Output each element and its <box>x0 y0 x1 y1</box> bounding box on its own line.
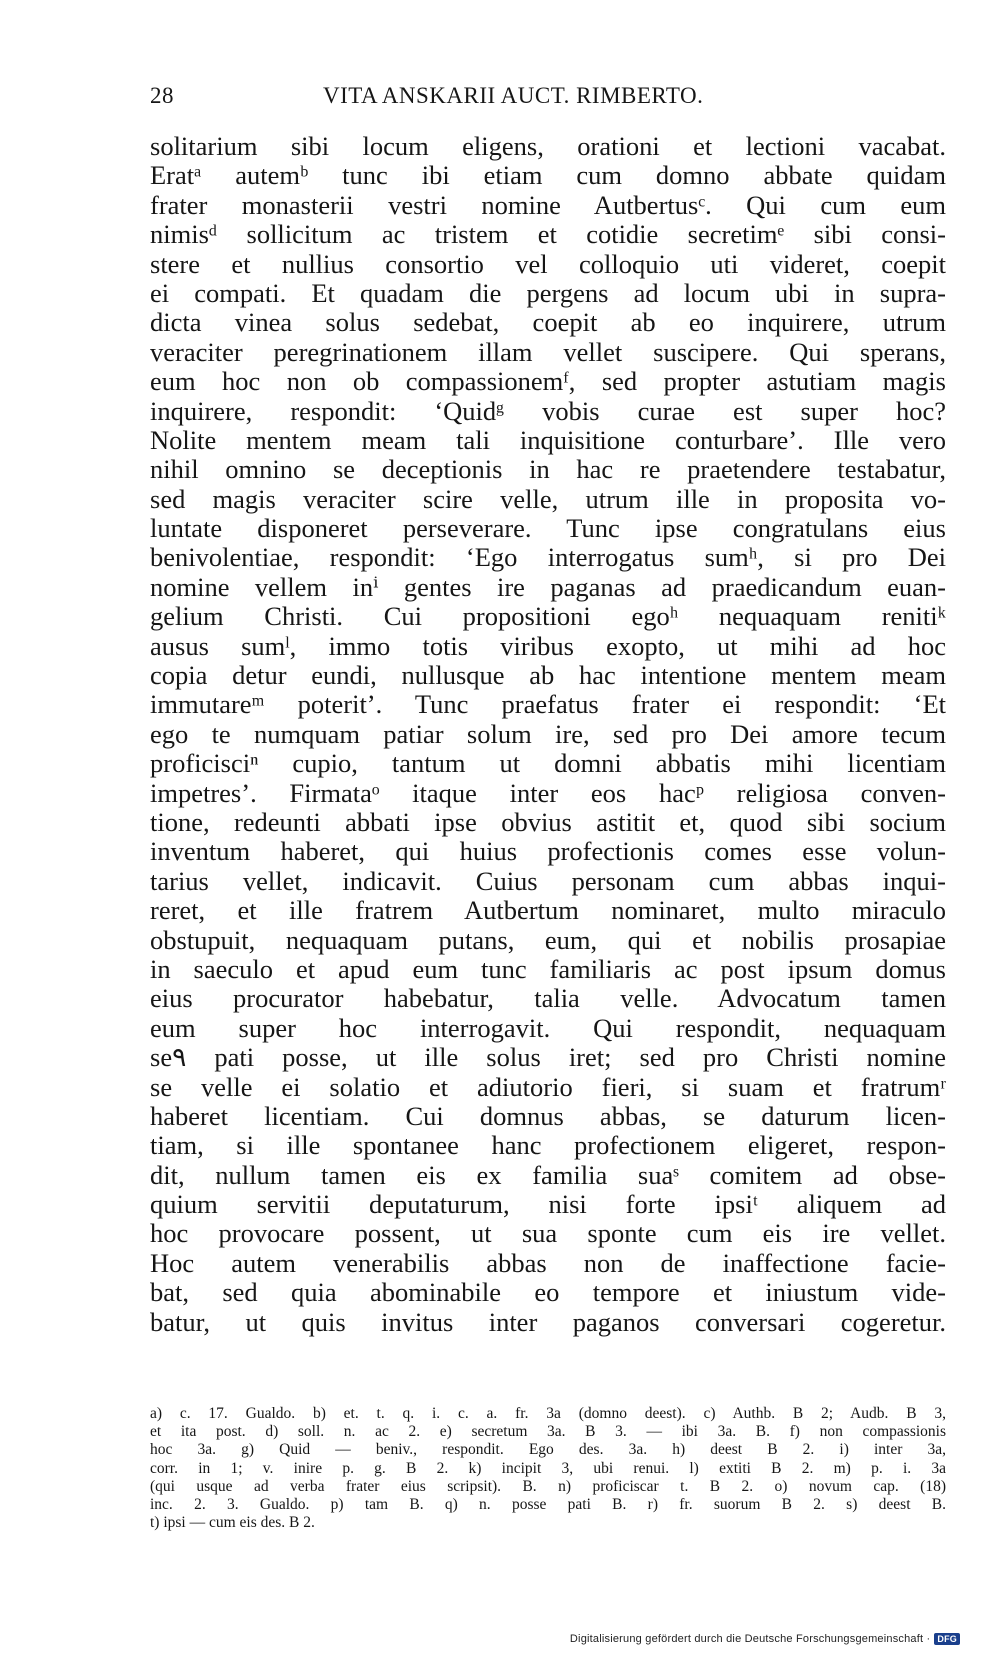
text-line: ei compati. Et quadam die pergens ad locum ubi in supra- <box>150 277 946 308</box>
footnote-line: et ita post. d) soll. n. ac 2. e) secretum 3a. B 3. — ibi 3a. B. f) non compassionis <box>150 1423 946 1441</box>
text-line: tione, redeunti abbati ipse obvius astitit et, quod sibi socium <box>150 806 946 837</box>
text-line: bat, sed quia abominabile eo tempore et iniustum vide- <box>150 1277 946 1308</box>
footnote-line: corr. in 1; v. inire p. g. B 2. k) incipit 3, ubi renui. l) extiti B 2. m) p. i. 3a <box>150 1459 946 1477</box>
dfg-logo-icon: DFG <box>934 1633 960 1645</box>
text-line: Eratᵃ autemᵇ tunc ibi etiam cum domno abbate quidam <box>150 160 946 191</box>
text-line: luntate disponeret perseverare. Tunc ipse congratulans eius <box>150 513 946 544</box>
text-line: se velle ei solatio et adiutorio fieri, si suam et fratrumʳ <box>150 1071 946 1102</box>
text-line: inquirere, respondit: ‘Quidᵍ vobis curae est super hoc? <box>150 395 946 426</box>
footnote-line: t) ipsi — cum eis des. B 2. <box>150 1514 315 1532</box>
text-line: ego te numquam patiar solum ire, sed pro Dei amore tecum <box>150 718 946 749</box>
text-line: stere et nullius consortio vel colloquio uti videret, coepit <box>150 248 946 279</box>
footnote-line: inc. 2. 3. Gualdo. p) tam B. q) n. posse pati B. r) fr. suorum B 2. s) deest B. <box>150 1495 946 1513</box>
text-line: eum hoc non ob compassionemᶠ, sed propter astutiam magis <box>150 366 946 397</box>
footnotes-block <box>150 1405 946 1532</box>
credit-text: Digitalisierung gefördert durch die Deutsche Forschungsgemeinschaft · <box>569 1633 931 1645</box>
page-number: 28 <box>150 83 174 108</box>
text-line: nimisᵈ sollicitum ac tristem et cotidie secretimᵉ sibi consi- <box>150 219 946 250</box>
footnote-line: (qui usque ad verba frater eius scripsit). B. n) proficiscar t. B 2. o) novum cap. (18) <box>150 1477 946 1495</box>
text-line: benivolentiae, respondit: ‘Ego interrogatus sumʰ, si pro Dei <box>150 542 946 573</box>
text-line: nihil omnino se deceptionis in hac re praetendere testabatur, <box>150 454 946 485</box>
text-line: in saeculo et apud eum tunc familiaris ac post ipsum domus <box>150 953 946 984</box>
text-line: gelium Christi. Cui propositioni egoʰ nequaquam renitiᵏ <box>150 601 946 632</box>
text-line: immutareᵐ poterit’. Tunc praefatus frater ei respondit: ‘Et <box>150 689 946 720</box>
text-line: Hoc autem venerabilis abbas non de inaffectione facie- <box>150 1247 946 1278</box>
text-line: reret, et ille fratrem Autbertum nominaret, multo miraculo <box>150 895 946 926</box>
running-title: VITA ANSKARII AUCT. RIMBERTO. <box>323 83 704 108</box>
text-line: batur, ut quis invitus inter paganos conversari cogeretur. <box>150 1306 946 1337</box>
text-line: Nolite mentem meam tali inquisitione conturbare’. Ille vero <box>150 424 946 455</box>
text-line: proficisciⁿ cupio, tantum ut domni abbatis mihi licentiam <box>150 748 946 779</box>
text-line: tarius vellet, indicavit. Cuius personam cum abbas inqui- <box>150 865 946 896</box>
text-line: nomine vellem inⁱ gentes ire paganas ad praedicandum euan- <box>150 571 946 602</box>
text-line: dit, nullum tamen eis ex familia suaˢ comitem ad obse- <box>150 1159 946 1190</box>
text-line: sed magis veraciter scire velle, utrum ille in proposita vo- <box>150 483 946 514</box>
digitization-credit <box>570 1633 960 1645</box>
text-line: eius procurator habebatur, talia velle. Advocatum tamen <box>150 983 946 1014</box>
footnote-line: a) c. 17. Gualdo. b) et. t. q. i. c. a. fr. 3a (domno deest). c) Authb. B 2; Audb. B 3, <box>150 1405 946 1422</box>
main-text-block <box>150 132 946 1337</box>
text-line: solitarium sibi locum eligens, orationi et lectioni vacabat. <box>150 131 946 161</box>
text-line: obstupuit, nequaquam putans, eum, qui et nobilis prosapiae <box>150 924 946 955</box>
footnote-line: hoc 3a. g) Quid — beniv., respondit. Ego des. 3a. h) deest B 2. i) inter 3a, <box>150 1441 946 1459</box>
text-line: inventum haberet, qui huius profectionis comes esse volun- <box>150 836 946 867</box>
text-line: dicta vinea solus sedebat, coepit ab eo inquirere, utrum <box>150 307 946 338</box>
text-line: quium servitii deputaturum, nisi forte ipsiᵗ aliquem ad <box>150 1189 946 1220</box>
text-line: eum super hoc interrogavit. Qui respondit, nequaquam <box>150 1012 946 1043</box>
running-head <box>150 80 945 112</box>
text-line: impetres’. Firmataᵒ itaque inter eos hacᵖ religiosa conven- <box>150 777 946 808</box>
text-line: haberet licentiam. Cui domnus abbas, se daturum licen- <box>150 1100 946 1131</box>
text-line: se۹ pati posse, ut ille solus iret; sed pro Christi nomine <box>150 1042 946 1073</box>
text-line: copia detur eundi, nullusque ab hac intentione mentem meam <box>150 660 946 691</box>
text-line: frater monasterii vestri nomine Autbertusᶜ. Qui cum eum <box>150 189 946 220</box>
text-line: tiam, si ille spontanee hanc profectionem eligeret, respon- <box>150 1130 946 1161</box>
text-line: hoc provocare possent, ut sua sponte cum eis ire vellet. <box>150 1218 946 1249</box>
text-line: ausus sumˡ, immo totis viribus exopto, ut mihi ad hoc <box>150 630 946 661</box>
text-line: veraciter peregrinationem illam vellet suscipere. Qui sperans, <box>150 336 946 367</box>
